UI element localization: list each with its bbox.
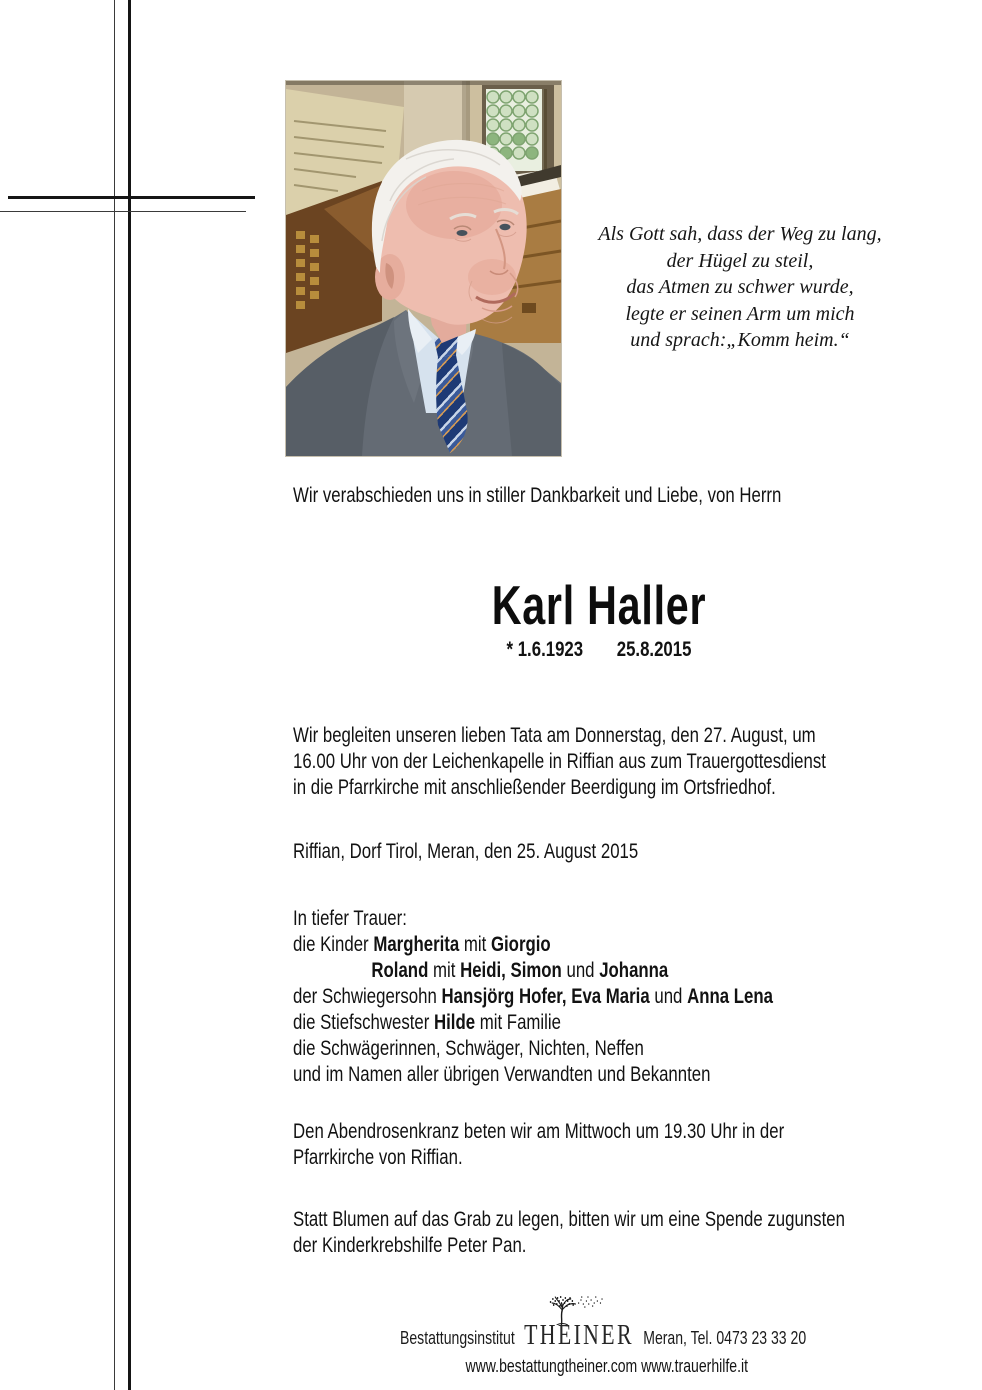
- text-segment: mit: [459, 933, 491, 956]
- mourner-line: [293, 1036, 773, 1062]
- funeral-home-type: Bestattungsinstitut: [400, 1328, 515, 1348]
- text-segment: mit Familie: [475, 1011, 561, 1034]
- donation-line: der Kinderkrebshilfe Peter Pan.: [293, 1234, 527, 1257]
- mourner-line: [371, 958, 773, 984]
- text-segment: die Stiefschwester: [293, 1011, 434, 1034]
- funeral-line: Wir begleiten unseren lieben Tata am Donnerstag, den 27. August, um: [293, 724, 816, 747]
- funeral-home-footer: [400, 1322, 806, 1377]
- farewell-line: Wir verabschieden uns in stiller Dankbarkeit und Liebe, von Herrn: [293, 484, 782, 507]
- poem-line: der Hügel zu steil,: [666, 249, 814, 272]
- mourner-line: [293, 1062, 773, 1088]
- mourner-name: Hilde: [434, 1011, 476, 1034]
- donation-line: Statt Blumen auf das Grab zu legen, bitten wir um eine Spende zugunsten: [293, 1208, 845, 1231]
- poem: [575, 221, 905, 354]
- rosary-announcement: [293, 1119, 784, 1171]
- mourner-name: Johanna: [599, 959, 669, 982]
- funeral-home-contact: Meran, Tel. 0473 23 33 20: [643, 1328, 807, 1348]
- text-segment: mit: [428, 959, 461, 982]
- text-segment: der Schwiegersohn: [293, 985, 442, 1008]
- funeral-line: 16.00 Uhr von der Leichenkapelle in Riffian aus zum Trauergottesdienst: [293, 750, 826, 773]
- mourners-list: [293, 932, 773, 1088]
- mourners-heading: In tiefer Trauer:: [293, 907, 407, 930]
- funeral-home-brand: [524, 1322, 634, 1350]
- poem-line: und sprach:„Komm heim.“: [630, 329, 850, 351]
- cross-horizontal-thin-line: [0, 211, 246, 212]
- cross-vertical-thick-line: [128, 0, 131, 1390]
- life-dates: [359, 638, 839, 662]
- funeral-home-websites: www.bestattungtheiner.com www.trauerhilfe.it: [465, 1356, 749, 1376]
- death-date: 25.8.2015: [616, 638, 692, 661]
- cross-vertical-thin-line: [114, 0, 115, 1390]
- funeral-home-name: THEINER: [524, 1320, 634, 1351]
- mourner-line: [293, 984, 773, 1010]
- donation-request: [293, 1207, 845, 1259]
- mourners-section: [293, 906, 773, 1088]
- text-segment: die Schwägerinnen, Schwäger, Nichten, Neffen: [293, 1037, 644, 1060]
- mourner-line: [293, 1010, 773, 1036]
- mourner-line: [293, 932, 773, 958]
- poem-line: legte er seinen Arm um mich: [625, 302, 855, 325]
- mourner-name: Roland: [371, 959, 429, 982]
- portrait-illustration: [286, 81, 561, 456]
- mourner-name: Margherita: [373, 933, 460, 956]
- mourner-name: Giorgio: [490, 933, 551, 956]
- deceased-name: Karl Haller: [491, 574, 707, 636]
- tree-icon: [546, 1295, 607, 1325]
- birth-date: * 1.6.1923: [506, 638, 584, 661]
- text-segment: die Kinder: [293, 933, 374, 956]
- mourner-name: Anna Lena: [687, 985, 773, 1008]
- text-segment: und im Namen aller übrigen Verwandten und Bekannten: [293, 1063, 711, 1086]
- poem-line: das Atmen zu schwer wurde,: [626, 276, 854, 298]
- funeral-line: in die Pfarrkirche mit anschließender Beerdigung im Ortsfriedhof.: [293, 776, 776, 799]
- poem-line: Als Gott sah, dass der Weg zu lang,: [598, 223, 882, 245]
- mourner-name: Heidi, Simon: [460, 959, 562, 982]
- rosary-line: Den Abendrosenkranz beten wir am Mittwoch um 19.30 Uhr in der: [293, 1120, 785, 1143]
- portrait-photo: [285, 80, 562, 457]
- text-segment: und: [649, 985, 688, 1008]
- text-segment: und: [561, 959, 600, 982]
- place-dateline: Riffian, Dorf Tirol, Meran, den 25. August 2015: [293, 840, 639, 863]
- cross-horizontal-thick-line: [8, 196, 255, 199]
- funeral-announcement: [293, 723, 826, 801]
- rosary-line: Pfarrkirche von Riffian.: [293, 1146, 463, 1169]
- mourner-name: Hansjörg Hofer, Eva Maria: [441, 985, 650, 1008]
